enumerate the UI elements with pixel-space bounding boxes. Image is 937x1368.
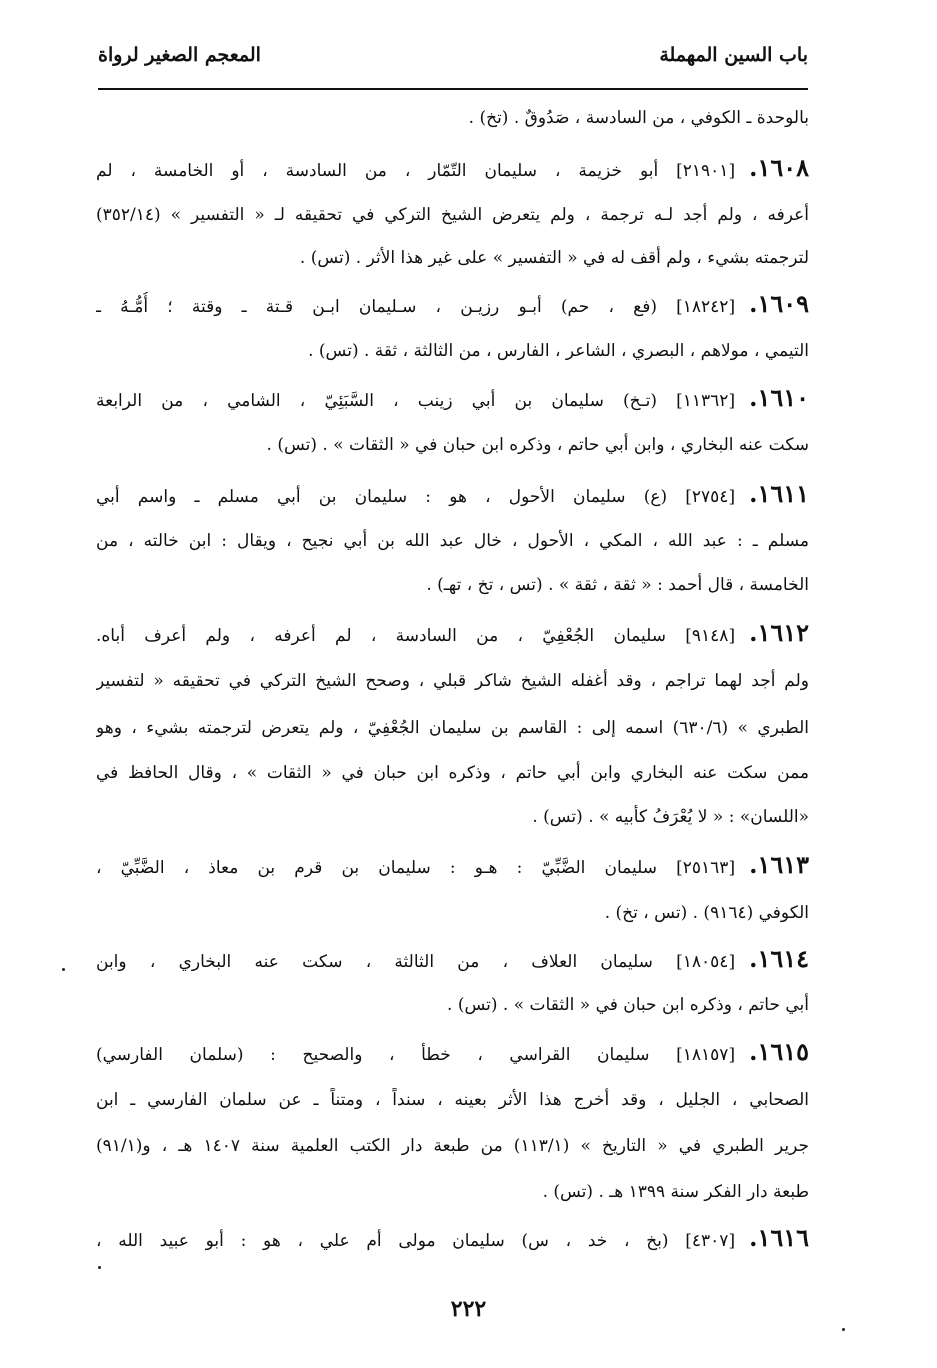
line-text: الصحابي ، الجليل ، وقد أخرج هذا الأثر بعينه ، سنداً ، ومتناً ـ عن سلمان الفارسي ـ ابن bbox=[96, 1090, 809, 1110]
line-text: [٢٥١٦٣] سليمان الضَّبِّيّ : هـو : سليمان بن قرم بن معاذ ، الضَّبِّيّ ، bbox=[96, 858, 736, 878]
chapter-title: باب السين المهملة bbox=[659, 44, 808, 66]
text-line bbox=[96, 805, 809, 831]
line-text: مسلم ـ : عبد الله ، المكي ، الأحول ، خال عبد الله بن أبي نجيح ، ويقال : ابن خالته ، من bbox=[96, 531, 809, 551]
text-line bbox=[96, 156, 809, 182]
scan-speck bbox=[842, 1328, 845, 1331]
text-line bbox=[96, 339, 809, 365]
header-rule bbox=[98, 88, 808, 90]
text-line bbox=[96, 761, 809, 787]
line-text: «اللسان» : « لا يُعْرَفُ كأبيه » . (تس) . bbox=[532, 807, 809, 827]
entry-number: ١٦٠٩. bbox=[749, 292, 809, 318]
text-line bbox=[96, 621, 809, 647]
line-text: [١١٣٦٢] (تـخ) سليمان بن أبي زينب ، السَّبَئِيّ ، الشامي ، من الرابعة bbox=[96, 391, 736, 411]
line-text: [١٨٢٤٢] (فع ، حم) أبـو رزيـن ، سـليمان ابـن قـتة ـ وقتة ؛ أُمُّـهُ ـ bbox=[96, 297, 736, 317]
text-line bbox=[96, 716, 809, 742]
line-text: [٤٣٠٧] (بخ ، خد ، س) سليمان مولى أم علي ، هو : أبو عبيد الله ، bbox=[96, 1231, 736, 1251]
book-title: المعجم الصغير لرواة bbox=[98, 44, 261, 66]
entry-number: ١٦١٣. bbox=[749, 853, 809, 879]
text-line bbox=[96, 1180, 809, 1206]
line-text: جرير الطبري في « التاريخ » (١١٣/١) من طبعة دار الكتب العلمية سنة ١٤٠٧ هـ ، و(٩١/١) bbox=[96, 1136, 809, 1156]
line-text: طبعة دار الفكر سنة ١٣٩٩ هـ . (تس) . bbox=[542, 1182, 809, 1202]
line-text: [١٨٠٥٤] سليمان العلاف ، من الثالثة ، سكت عنه البخاري ، وابن bbox=[96, 952, 736, 972]
text-line bbox=[96, 993, 809, 1019]
line-text: [٢١٩٠١] أبو خزيمة ، سليمان التّمّار ، من السادسة ، أو الخامسة ، لم bbox=[96, 161, 736, 181]
text-line bbox=[96, 1226, 809, 1252]
text-line bbox=[96, 292, 809, 318]
line-text: [١٨١٥٧] سليمان القراسي ، خطأ ، والصحيح : (سلمان الفارسي) bbox=[96, 1045, 736, 1065]
entry-number: ١٦١٦. bbox=[749, 1226, 809, 1252]
line-text: بالوحدة ـ الكوفي ، من السادسة ، صَدُوقٌ . (تخ) . bbox=[468, 108, 809, 128]
line-text: الطبري » (٦٣٠/٦) اسمه إلى : القاسم بن سليمان الجُعْفِيّ ، ولم يتعرض لترجمته بشيء ، وهو bbox=[96, 718, 809, 738]
text-line bbox=[96, 106, 809, 132]
text-line bbox=[96, 901, 809, 927]
scan-speck bbox=[98, 1266, 101, 1269]
line-text: [٢٧٥٤] (ع) سليمان الأحول ، هو : سليمان بن أبي مسلم ـ واسم أبي bbox=[96, 487, 736, 507]
line-text: أبي حاتم ، وذكره ابن حبان في « الثقات » . (تس) . bbox=[447, 995, 809, 1015]
line-text: التيمي ، مولاهم ، البصري ، الشاعر ، الفارس ، من الثالثة ، ثقة . (تس) . bbox=[308, 341, 809, 361]
line-text: لترجمته بشيء ، ولم أقف له في « التفسير » على غير هذا الأثر . (تس) . bbox=[299, 248, 809, 268]
text-line bbox=[96, 1088, 809, 1114]
line-text: ممن سكت عنه البخاري وابن أبي حاتم ، وذكره ابن حبان في « الثقات » ، وقال الحافظ في bbox=[96, 763, 809, 783]
page-number: ٢٢٢ bbox=[450, 1296, 487, 1322]
entry-number: ١٦١٢. bbox=[749, 621, 809, 647]
line-text: الخامسة ، قال أحمد : « ثقة ، ثقة » . (تس ، تخ ، تهـ) . bbox=[426, 575, 809, 595]
text-line bbox=[96, 482, 809, 508]
entry-number: ١٦١٤. bbox=[749, 947, 809, 973]
text-line bbox=[96, 1040, 809, 1066]
scan-speck bbox=[62, 968, 65, 971]
text-line bbox=[96, 529, 809, 555]
entry-number: ١٦١٠. bbox=[749, 386, 809, 412]
entry-number: ١٦٠٨. bbox=[749, 156, 809, 182]
line-text: [٩١٤٨] سليمان الجُعْفِيّ ، من السادسة ، لم أعرفه ، ولم أعرف أباه. bbox=[96, 626, 736, 646]
text-line bbox=[96, 433, 809, 459]
text-line bbox=[96, 246, 809, 272]
line-text: سكت عنه البخاري ، وابن أبي حاتم ، وذكره ابن حبان في « الثقات » . (تس) . bbox=[266, 435, 809, 455]
text-line bbox=[96, 669, 809, 695]
entry-number: ١٦١٥. bbox=[749, 1040, 809, 1066]
text-line bbox=[96, 853, 809, 879]
text-line bbox=[96, 203, 809, 229]
text-line bbox=[96, 573, 809, 599]
text-line bbox=[96, 386, 809, 412]
line-text: الكوفي (٩١٦٤) . (تس ، تخ) . bbox=[604, 903, 809, 923]
text-line bbox=[96, 947, 809, 973]
running-header bbox=[98, 44, 808, 78]
text-line bbox=[96, 1134, 809, 1160]
line-text: ولم أجد لهما تراجم ، وقد أغفله الشيخ شاكر قبلي ، وصحح الشيخ التركي في تحقيقه « لتفسير bbox=[96, 671, 809, 691]
entry-number: ١٦١١. bbox=[749, 482, 809, 508]
line-text: أعرفه ، ولم أجد لـه ترجمة ، ولم يتعرض الشيخ التركي في تحقيقه لـ « التفسير » (٣٥٢/١٤) bbox=[96, 205, 809, 225]
